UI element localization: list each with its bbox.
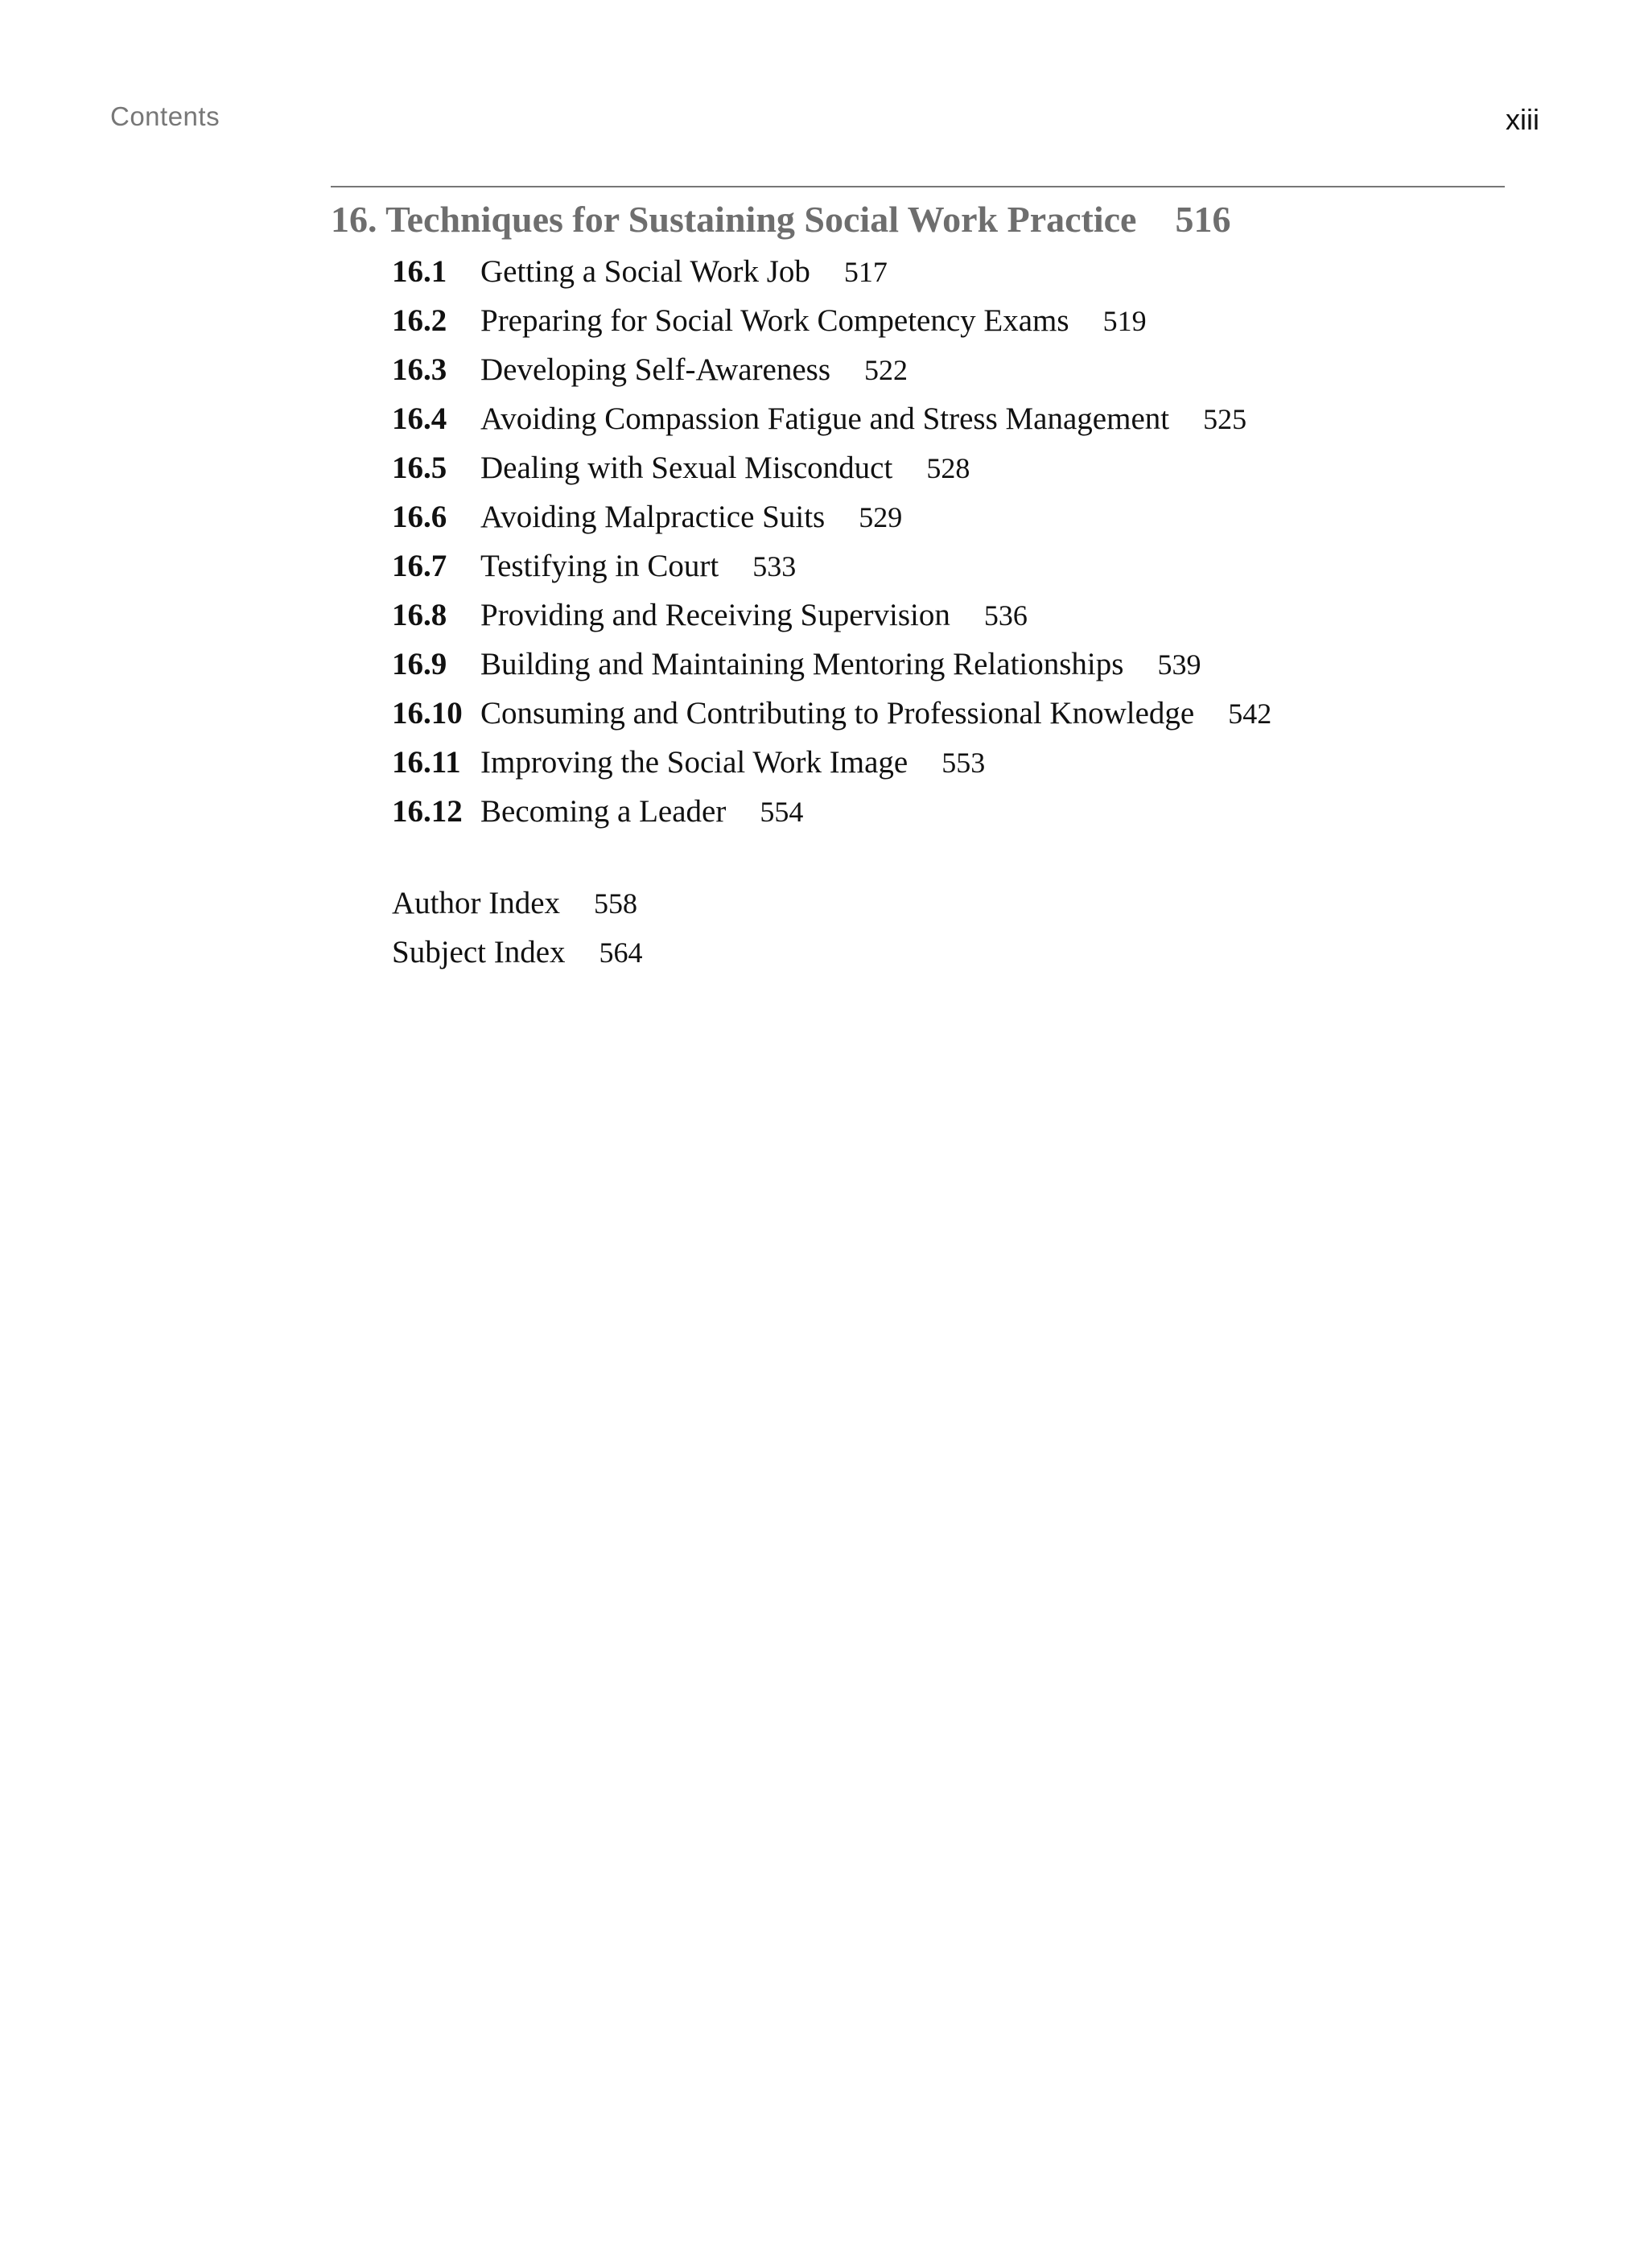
section-title: Consuming and Contributing to Professional Knowledge — [480, 696, 1195, 731]
section-page: 542 — [1228, 698, 1272, 730]
toc-entry[interactable] — [392, 300, 1271, 349]
section-title: Avoiding Compassion Fatigue and Stress Management — [480, 401, 1170, 436]
subject-index-entry[interactable] — [392, 932, 643, 981]
section-page: 522 — [864, 354, 908, 386]
section-title: Getting a Social Work Job — [480, 254, 810, 289]
author-index-entry[interactable] — [392, 883, 643, 932]
section-page: 536 — [983, 599, 1028, 632]
section-number: 16.9 — [392, 647, 447, 681]
running-head: Contents — [110, 101, 220, 131]
index-title: Author Index — [392, 886, 561, 920]
section-page: 554 — [760, 796, 804, 828]
section-title: Improving the Social Work Image — [480, 745, 908, 780]
section-page: 528 — [926, 452, 970, 484]
section-number: 16.4 — [392, 401, 447, 436]
section-title: Avoiding Malpractice Suits — [480, 500, 826, 534]
section-page: 519 — [1102, 305, 1147, 337]
section-list — [392, 251, 1271, 840]
section-number: 16.2 — [392, 303, 447, 338]
index-title: Subject Index — [392, 935, 566, 969]
section-page: 525 — [1203, 403, 1247, 435]
section-number: 16.7 — [392, 549, 447, 583]
toc-entry[interactable] — [392, 742, 1271, 791]
section-title: Testifying in Court — [480, 549, 719, 583]
section-number: 16.8 — [392, 598, 447, 632]
toc-entry[interactable] — [392, 398, 1271, 447]
section-page: 553 — [941, 747, 986, 779]
section-page: 529 — [859, 501, 903, 533]
section-title: Developing Self-Awareness — [480, 352, 831, 387]
toc-entry[interactable] — [392, 791, 1271, 840]
index-page: 564 — [599, 936, 643, 969]
section-page: 517 — [843, 256, 888, 288]
toc-entry[interactable] — [392, 496, 1271, 545]
toc-entry[interactable] — [392, 545, 1271, 595]
section-number: 16.3 — [392, 352, 447, 387]
toc-entry[interactable] — [392, 644, 1271, 693]
section-number: 16.12 — [392, 794, 463, 829]
section-number: 16.1 — [392, 254, 447, 289]
section-number: 16.6 — [392, 500, 447, 534]
section-number: 16.10 — [392, 696, 463, 731]
chapter-page: 516 — [1175, 199, 1231, 240]
toc-entry[interactable] — [392, 447, 1271, 496]
chapter-title: 16. Techniques for Sustaining Social Work Practice — [331, 199, 1137, 240]
section-title: Dealing with Sexual Misconduct — [480, 451, 893, 485]
section-number: 16.5 — [392, 451, 447, 485]
chapter-heading[interactable] — [331, 198, 1230, 241]
section-title: Building and Maintaining Mentoring Relationships — [480, 647, 1124, 681]
toc-entry[interactable] — [392, 349, 1271, 398]
page-number: xiii — [1506, 103, 1539, 136]
toc-entry[interactable] — [392, 251, 1271, 300]
section-title: Becoming a Leader — [480, 794, 727, 829]
section-page: 539 — [1157, 648, 1201, 681]
chapter-rule — [331, 186, 1505, 187]
section-title: Preparing for Social Work Competency Exams — [480, 303, 1069, 338]
section-page: 533 — [752, 550, 797, 582]
toc-entry[interactable] — [392, 595, 1271, 644]
toc-entry[interactable] — [392, 693, 1271, 742]
index-list — [392, 883, 643, 981]
section-number: 16.11 — [392, 745, 461, 780]
section-title: Providing and Receiving Supervision — [480, 598, 950, 632]
index-page: 558 — [594, 887, 638, 920]
